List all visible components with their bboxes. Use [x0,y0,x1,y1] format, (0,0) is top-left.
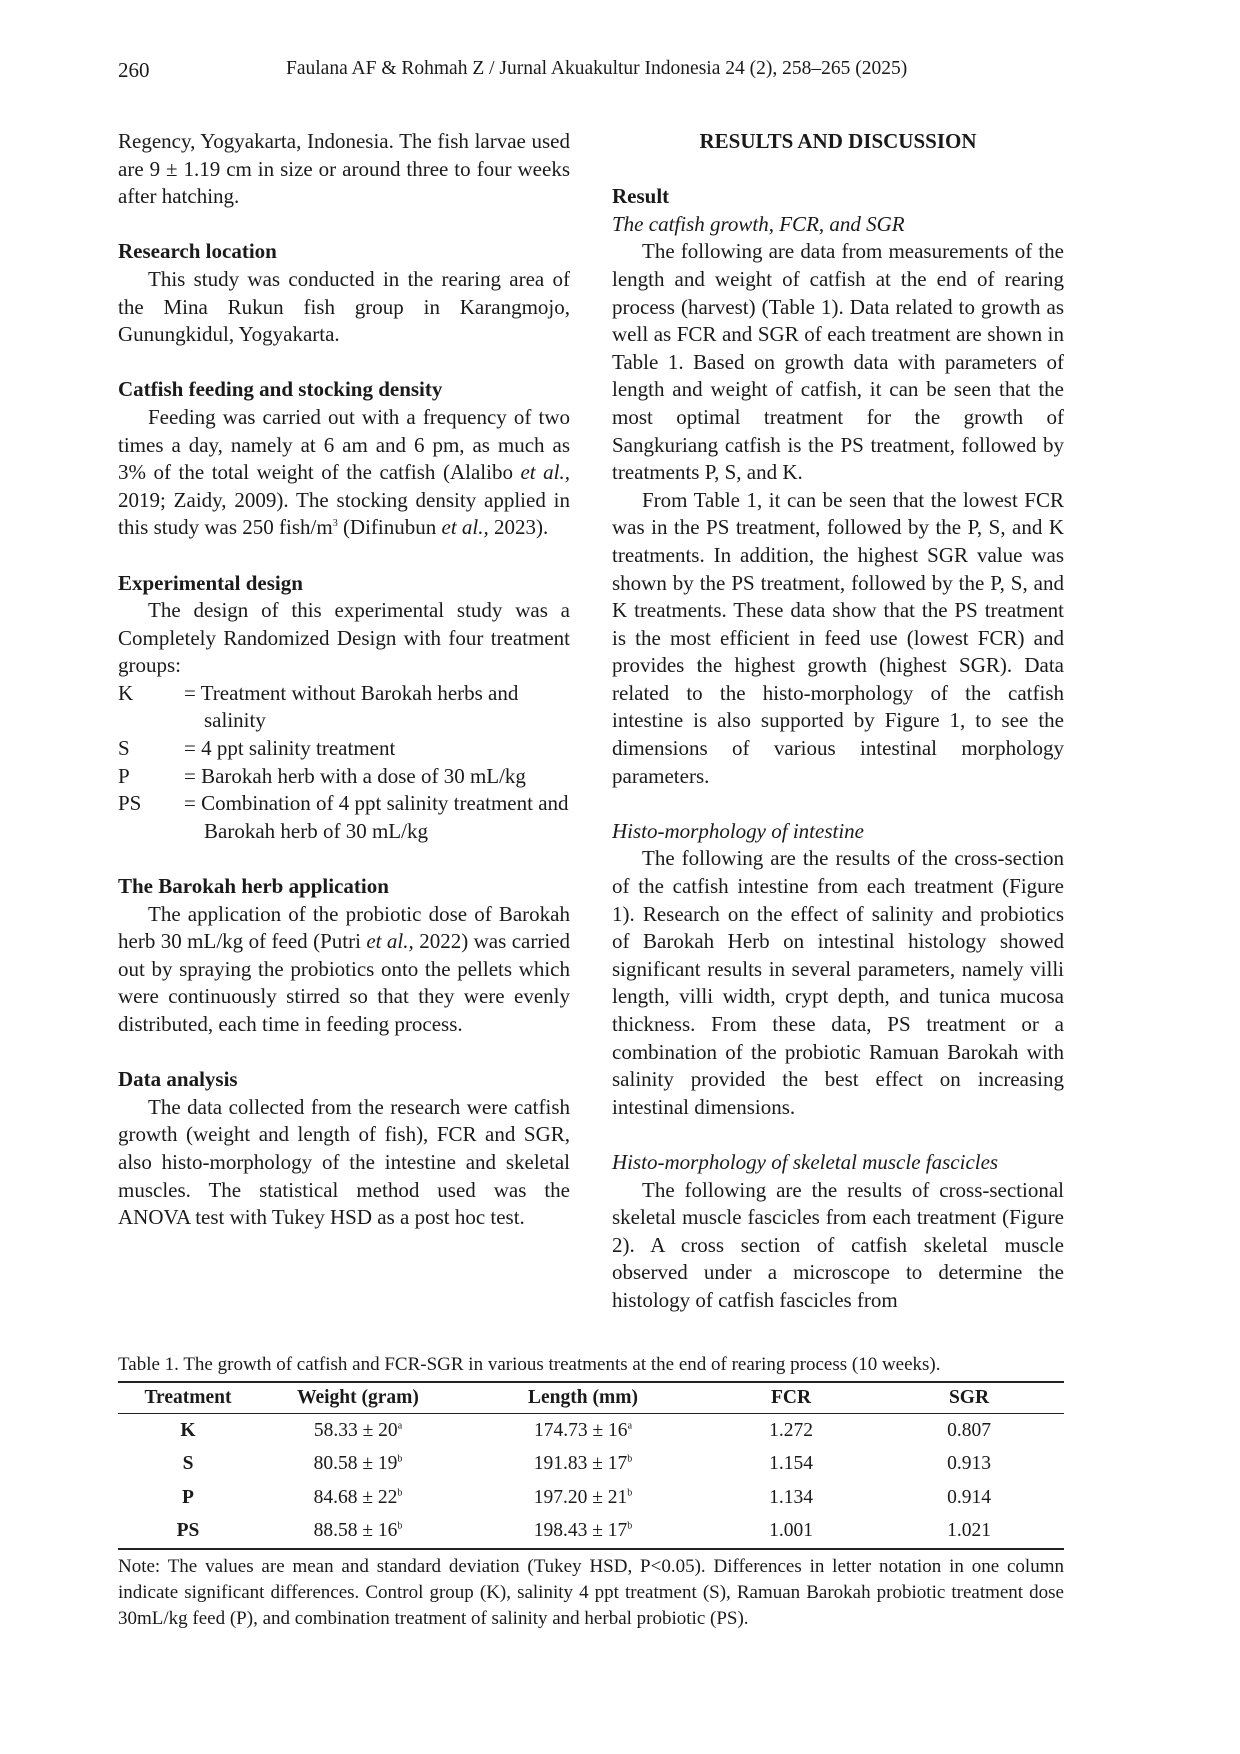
barokah-text-2: 2022) was carried out by spraying the probiotics onto the pellets which were continuously stirred so that they were evenly distributed, each time in feeding process. [118,929,570,1036]
weight-letter: a [397,1420,403,1432]
column-header: Weight (gram) [258,1382,458,1414]
cell-weight [258,1448,458,1482]
experimental-heading: Experimental design [118,570,303,595]
group-text: = Treatment without Barokah herbs and salinity [184,680,519,733]
group-abbr: S [118,736,130,761]
feeding-etal-1: et al., [520,460,570,485]
length-letter: b [627,1453,633,1465]
cell-sgr: 0.913 [947,1453,991,1475]
feeding-heading: Catfish feeding and stocking density [118,377,443,402]
length-letter: b [627,1520,633,1532]
column-header: FCR [708,1382,874,1414]
column-header: Treatment [118,1382,258,1414]
intestine-paragraph: The following are the results of the cross-section of the catfish intestine from each treatment (Figure 1). Research on the effect of salinity and probiotics of Barokah Herb on intestinal histology showed significant results in several parameters, namely villi length, villi width, crypt depth, and tunica mucosa thickness. From these data, PS treatment or a combination of the probiotic Ramuan Barokah with salinity provided the best effect on increasing intestinal dimensions. [612,846,1064,1119]
group-abbr: K [118,680,134,705]
feeding-text-3: (Difinubun [337,515,442,540]
research-location-heading: Research location [118,239,277,264]
cell-fcr: 1.272 [769,1419,813,1441]
column-header: SGR [874,1382,1064,1414]
research-location-paragraph: This study was conducted in the rearing area of the Mina Rukun fish group in Karangmojo, Gunungkidul, Yogyakarta. [118,266,570,347]
weight-letter: b [397,1453,403,1465]
cell-weight [258,1515,458,1550]
cell-sgr: 1.021 [874,1515,1064,1550]
cell-length [458,1481,708,1515]
cell-treatment: PS [118,1515,258,1550]
length-value: 174.73 ± 16 [533,1419,628,1441]
left-column [118,128,570,1232]
muscle-subheading: Histo-morphology of skeletal muscle fascicles [612,1149,999,1174]
feeding-paragraph [118,404,570,542]
group-definition [118,763,570,791]
growth-subheading: The catfish growth, FCR, and SGR [612,211,905,236]
table-note: Note: The values are mean and standard deviation (Tukey HSD, P<0.05). Differences in letter notation in one column indicate significant differences. Control group (K), salinity 4 ppt treatment (S), Ramuan Barokah probiotic treatment dose 30mL/kg feed (P), and combination treatment of salinity and herbal probiotic (PS). [118,1556,1064,1629]
cell-length [458,1414,708,1448]
weight-value: 84.68 ± 22 [313,1486,398,1508]
growth-table [118,1381,1064,1550]
table-row [118,1414,1064,1448]
cell-sgr: 0.807 [947,1419,991,1441]
feeding-text-4: 2023). [488,515,549,540]
page-number: 260 [118,58,150,82]
feeding-text-2: 2019; Zaidy, 2009). The stocking density applied in this study was 250 fish/m [118,487,570,540]
table-1 [118,1352,1064,1632]
results-discussion-title: RESULTS AND DISCUSSION [699,129,977,153]
cell-sgr: 0.914 [947,1486,991,1508]
cell-treatment: K [180,1419,196,1441]
muscle-paragraph: The following are the results of cross-sectional skeletal muscle fascicles from each treatment (Figure 2). A cross section of catfish skeletal muscle observed under a microscope to determine the histology of catfish fascicles from [612,1177,1064,1312]
length-letter: a [627,1420,633,1432]
intestine-subheading: Histo-morphology of intestine [612,818,864,843]
cell-length [458,1515,708,1550]
weight-letter: b [397,1520,403,1532]
group-definition [118,735,570,763]
table-row [118,1481,1064,1515]
table-caption: Table 1. The growth of catfish and FCR-SGR in various treatments at the end of rearing process (10 weeks). [118,1354,941,1375]
intro-paragraph: Regency, Yogyakarta, Indonesia. The fish larvae used are 9 ± 1.19 cm in size or around three to four weeks after hatching. [118,129,570,209]
weight-value: 88.58 ± 16 [313,1520,398,1542]
barokah-paragraph [118,901,570,1039]
table-row [118,1515,1064,1550]
barokah-text-1: The application of the probiotic dose of Barokah herb 30 mL/kg of feed (Putri [118,901,570,954]
cell-weight [258,1414,458,1448]
barokah-etal: et al., [366,929,414,954]
feeding-etal-2: et al., [441,515,489,540]
group-text: = Barokah herb with a dose of 30 mL/kg [184,763,526,788]
cell-fcr: 1.001 [708,1515,874,1550]
group-definition [118,680,570,735]
column-header: Length (mm) [458,1382,708,1414]
table-header-row [118,1382,1064,1414]
cell-length [458,1448,708,1482]
weight-value: 80.58 ± 19 [313,1453,398,1475]
result-heading: Result [612,184,670,209]
feeding-text-1: Feeding was carried out with a frequency of two times a day, namely at 6 am and 6 pm, as much as 3% of the total weight of the catfish (Alalibo [118,404,570,485]
cell-fcr: 1.134 [769,1486,813,1508]
cell-fcr: 1.154 [769,1453,813,1475]
weight-letter: b [397,1487,403,1499]
group-text: = 4 ppt salinity treatment [184,736,396,761]
length-value: 191.83 ± 17 [533,1453,628,1475]
cell-treatment: S [182,1453,194,1475]
growth-paragraph-2: From Table 1, it can be seen that the lowest FCR was in the PS treatment, followed by the P, S, and K treatments. In addition, the highest SGR value was shown by the PS treatment, followed by the P, S, and K treatments. These data show that the PS treatment is the most efficient in feed use (lowest FCR) and provides the highest growth (highest SGR). Data related to the histo-morphology of the catfish intestine is also supported by Figure 1, to see the dimensions of various intestinal morphology parameters. [612,487,1064,788]
table-row [118,1448,1064,1482]
group-text: = Combination of 4 ppt salinity treatment and Barokah herb of 30 mL/kg [184,791,569,843]
length-value: 198.43 ± 17 [533,1520,628,1542]
cell-treatment: P [182,1486,194,1508]
growth-paragraph-1: The following are data from measurements of the length and weight of catfish at the end of rearing process (harvest) (Table 1). Data related to growth as well as FCR and SGR of each treatment are shown in Table 1. Based on growth data with parameters of length and weight of catfish, it can be seen that the most optimal treatment for the growth of Sangkuriang catfish is the PS treatment, followed by treatments P, S, and K. [612,239,1064,485]
data-analysis-heading: Data analysis [118,1067,238,1092]
weight-value: 58.33 ± 20 [313,1419,398,1441]
length-value: 197.20 ± 21 [533,1486,628,1508]
length-letter: b [627,1487,633,1499]
experimental-paragraph: The design of this experimental study was a Completely Randomized Design with four treatment groups: [118,598,570,678]
right-column [612,128,1064,1315]
group-definition [118,790,570,845]
running-head: Faulana AF & Rohmah Z / Jurnal Akuakultur Indonesia 24 (2), 258–265 (2025) [286,58,908,79]
data-analysis-paragraph: The data collected from the research were catfish growth (weight and length of fish), FCR and SGR, also histo-morphology of the intestine and skeletal muscles. The statistical method used was the ANOVA test with Tukey HSD as a post hoc test. [118,1094,570,1230]
cell-weight [258,1481,458,1515]
barokah-heading: The Barokah herb application [118,874,389,899]
group-abbr: P [118,763,130,788]
group-abbr: PS [118,791,142,816]
feeding-sup: 3 [332,518,338,530]
